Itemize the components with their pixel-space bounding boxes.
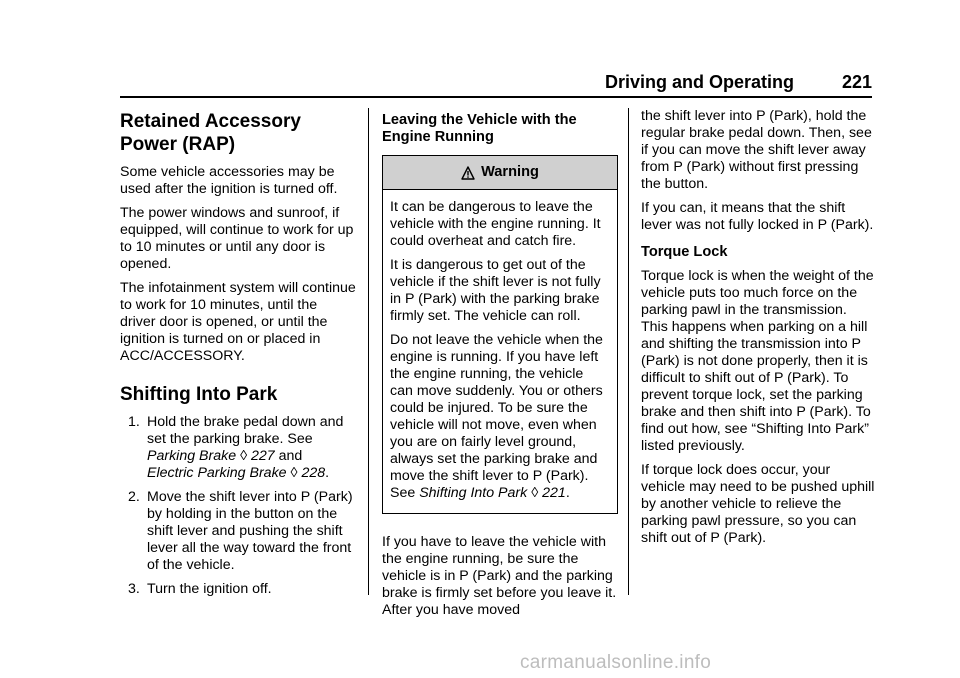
list-item xyxy=(120,414,356,482)
paragraph xyxy=(390,332,610,502)
step-number: 2. xyxy=(128,489,140,505)
list-item xyxy=(120,489,356,574)
column-left xyxy=(120,108,356,605)
steps-list xyxy=(120,414,356,598)
page-ref[interactable]: 227 xyxy=(251,448,275,464)
warning-body xyxy=(383,190,617,513)
step-text: Hold the brake pedal down and set the parking brake. See xyxy=(147,414,344,447)
rap-heading xyxy=(120,110,356,156)
heading-line: Engine Running xyxy=(382,129,494,145)
list-item xyxy=(120,581,356,598)
rap-heading-line1: Retained Accessory xyxy=(120,111,301,132)
step-number: 3. xyxy=(128,581,140,597)
page-number: 221 xyxy=(841,72,872,92)
page-header xyxy=(120,70,872,98)
rap-heading-line2: Power (RAP) xyxy=(120,134,236,155)
paragraph: If torque lock does occur, your vehicle may need to be pushed uphill by another vehicle to relieve the parking pawl pressure, so you can shift out of P (Park). xyxy=(641,462,875,546)
paragraph: The power windows and sunroof, if equipped, will continue to work for up to 10 minutes or until any door is opened. xyxy=(120,205,354,272)
paragraph: the shift lever into P (Park), hold the regular brake pedal down. Then, see if you can move the shift lever away from P (Park) without first pressing the button. xyxy=(641,108,872,192)
section-title: Driving and Operating xyxy=(604,72,794,92)
paragraph: The infotainment system will continue to work for 10 minutes, until the driver door is opened, or until the ignition is turned on or placed in ACC/ACCESSORY. xyxy=(120,280,356,364)
step-number: 1. xyxy=(128,414,140,430)
step-text: Turn the ignition off. xyxy=(147,581,272,597)
page-ref[interactable]: 221 xyxy=(542,485,566,501)
page-ref-icon: ◊ xyxy=(531,485,539,501)
warning-triangle-icon xyxy=(461,166,475,180)
paragraph: Torque lock is when the weight of the vehicle puts too much force on the parking pawl in the transmission. This happens when parking on a hill and shifting the transmission into P (Park) is not done properly, then it is difficult to shift out of P (Park). To prevent torque lock, set the parking brake and then shift into P (Park). To find out how, see “Shifting Into Park” listed previously. xyxy=(641,268,874,454)
warning-header xyxy=(383,156,617,190)
warning-text: Do not leave the vehicle when the engine is running. If you have left the engine running, the vehicle can move suddenly. You or others could be injured. To be sure the vehicle will not move, even when you are on fairly level ground, always set the parking brake and move the shift lever to P (Park). See xyxy=(390,332,603,501)
paragraph: If you can, it means that the shift lever was not fully locked in P (Park). xyxy=(641,200,874,233)
page-ref[interactable]: 228 xyxy=(301,465,326,481)
shifting-into-park-link[interactable]: Shifting Into Park xyxy=(419,485,528,501)
paragraph: It is dangerous to get out of the vehicle if the shift lever is not fully in P (Park) with the parking brake firmly set. The vehicle can roll. xyxy=(390,257,601,324)
step-text: . xyxy=(325,465,330,481)
parking-brake-link[interactable]: Parking Brake xyxy=(147,448,237,464)
warning-text: . xyxy=(565,485,570,501)
electric-parking-brake-link[interactable]: Electric Parking Brake xyxy=(147,465,287,481)
column-middle xyxy=(382,108,618,626)
warning-label: Warning xyxy=(481,164,539,180)
park-heading: Shifting Into Park xyxy=(120,384,278,405)
watermark: carmanualsonline.info xyxy=(520,652,712,673)
warning-box xyxy=(382,155,618,514)
torque-lock-heading: Torque Lock xyxy=(641,244,728,260)
step-text: and xyxy=(274,448,303,464)
paragraph: If you have to leave the vehicle with the engine running, be sure the vehicle is in P (Park) and the parking brake is firmly set before you leave it. After you have moved xyxy=(382,534,617,618)
leaving-vehicle-heading xyxy=(382,112,618,146)
page-ref-icon: ◊ xyxy=(290,465,298,481)
column-divider xyxy=(368,108,369,595)
step-text: Move the shift lever into P (Park) by holding in the button on the shift lever and pushing the shift lever all the way toward the front of the vehicle. xyxy=(147,489,353,573)
column-divider xyxy=(628,108,629,595)
paragraph: It can be dangerous to leave the vehicle with the engine running. It could overheat and catch fire. xyxy=(390,199,601,249)
paragraph: Some vehicle accessories may be used after the ignition is turned off. xyxy=(120,164,338,197)
column-right xyxy=(641,108,877,554)
page-ref-icon: ◊ xyxy=(240,448,248,464)
heading-line: Leaving the Vehicle with the xyxy=(382,112,577,128)
